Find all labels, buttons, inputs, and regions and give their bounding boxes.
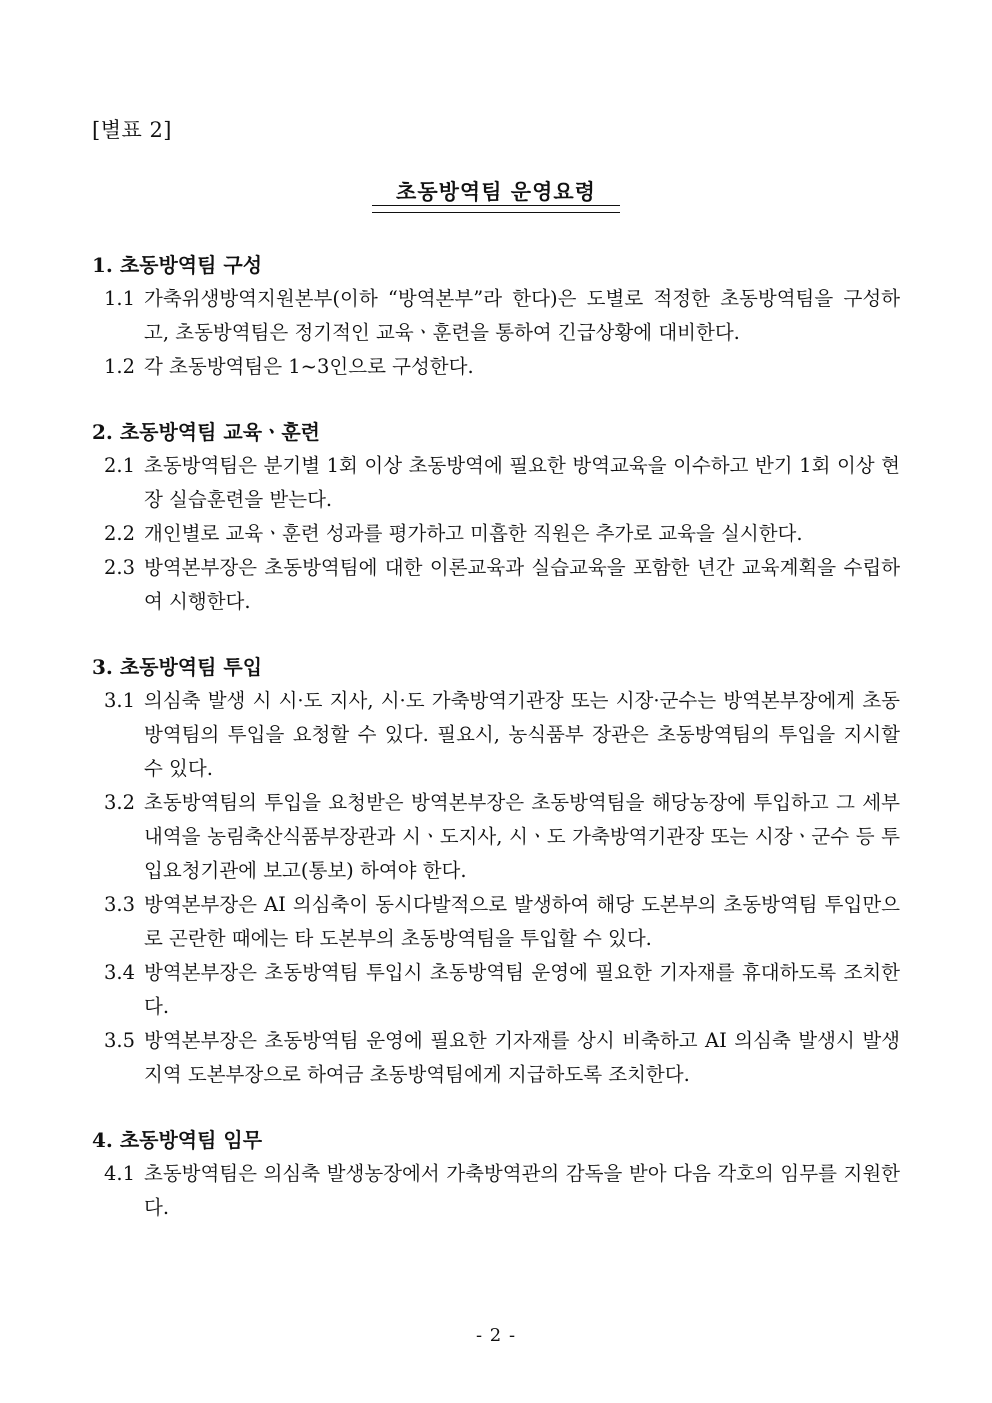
clause-text: 방역본부장은 AI 의심축이 동시다발적으로 발생하여 해당 도본부의 초동방역팀 투입만으로 곤란한 때에는 타 도본부의 초동방역팀을 투입할 수 있다. (144, 893, 900, 950)
clause-text: 초동방역팀은 의심축 발생농장에서 가축방역관의 감독을 받아 다음 각호의 임무를 지원한다. (144, 1162, 900, 1219)
clause-item (92, 449, 900, 517)
clause-number: 1.2 (104, 355, 136, 378)
clause-item (92, 956, 900, 1024)
clause-item (92, 786, 900, 888)
page-number: - 2 - (475, 1325, 517, 1346)
clause-item (92, 350, 900, 384)
section-heading: 1. 초동방역팀 구성 (92, 253, 263, 277)
section-1 (92, 248, 900, 384)
clause-text: 초동방역팀은 분기별 1회 이상 초동방역에 필요한 방역교육을 이수하고 반기 1회 이상 현장 실습훈련을 받는다. (144, 454, 900, 511)
clause-number: 3.5 (104, 1029, 136, 1052)
clause-number: 3.1 (104, 689, 136, 712)
clause-number: 2.3 (104, 556, 136, 579)
clause-number: 2.2 (104, 522, 136, 545)
clause-text: 방역본부장은 초동방역팀 운영에 필요한 기자재를 상시 비축하고 AI 의심축 발생시 발생지역 도본부장으로 하여금 초동방역팀에게 지급하도록 조치한다. (144, 1029, 900, 1086)
clause-item (92, 282, 900, 350)
title-double-underline (372, 205, 620, 213)
section-2 (92, 415, 900, 619)
clause-item (92, 551, 900, 619)
clause-item (92, 1157, 900, 1225)
clause-number: 2.1 (104, 454, 136, 477)
clause-text: 개인별로 교육ㆍ훈련 성과를 평가하고 미흡한 직원은 추가로 교육을 실시한다. (144, 522, 803, 545)
clause-text: 각 초동방역팀은 1~3인으로 구성한다. (144, 355, 474, 378)
clause-text: 방역본부장은 초동방역팀 투입시 초동방역팀 운영에 필요한 기자재를 휴대하도록 조치한다. (144, 961, 900, 1018)
document-body (92, 248, 900, 1256)
clause-item (92, 684, 900, 786)
clause-number: 3.4 (104, 961, 136, 984)
clause-number: 3.2 (104, 791, 136, 814)
clause-number: 4.1 (104, 1162, 136, 1185)
clause-number: 3.3 (104, 893, 136, 916)
clause-item (92, 517, 900, 551)
clause-text: 초동방역팀의 투입을 요청받은 방역본부장은 초동방역팀을 해당농장에 투입하고 그 세부내역을 농림축산식품부장관과 시ㆍ도지사, 시ㆍ도 가축방역기관장 또는 시장ㆍ군수 등 투입요청기관에 보고(통보) 하여야 한다. (144, 791, 900, 882)
document-title: 초동방역팀 운영요령 (396, 179, 596, 204)
clause-text: 가축위생방역지원본부(이하 “방역본부”라 한다)은 도별로 적정한 초동방역팀을 구성하고, 초동방역팀은 정기적인 교육ㆍ훈련을 통하여 긴급상황에 대비한다. (144, 287, 900, 344)
section-4 (92, 1123, 900, 1225)
clause-item (92, 1024, 900, 1092)
section-heading: 2. 초동방역팀 교육ㆍ훈련 (92, 420, 321, 444)
clause-text: 방역본부장은 초동방역팀에 대한 이론교육과 실습교육을 포함한 년간 교육계획을 수립하여 시행한다. (144, 556, 900, 613)
clause-text: 의심축 발생 시 시·도 지사, 시·도 가축방역기관장 또는 시장·군수는 방역본부장에게 초동방역팀의 투입을 요청할 수 있다. 필요시, 농식품부 장관은 초동방역팀의 투입을 지시할 수 있다. (144, 689, 900, 780)
annex-label: [별표 2] (92, 118, 172, 142)
clause-number: 1.1 (104, 287, 136, 310)
clause-item (92, 888, 900, 956)
section-3 (92, 650, 900, 1092)
section-heading: 4. 초동방역팀 임무 (92, 1128, 263, 1152)
section-heading: 3. 초동방역팀 투입 (92, 655, 263, 679)
